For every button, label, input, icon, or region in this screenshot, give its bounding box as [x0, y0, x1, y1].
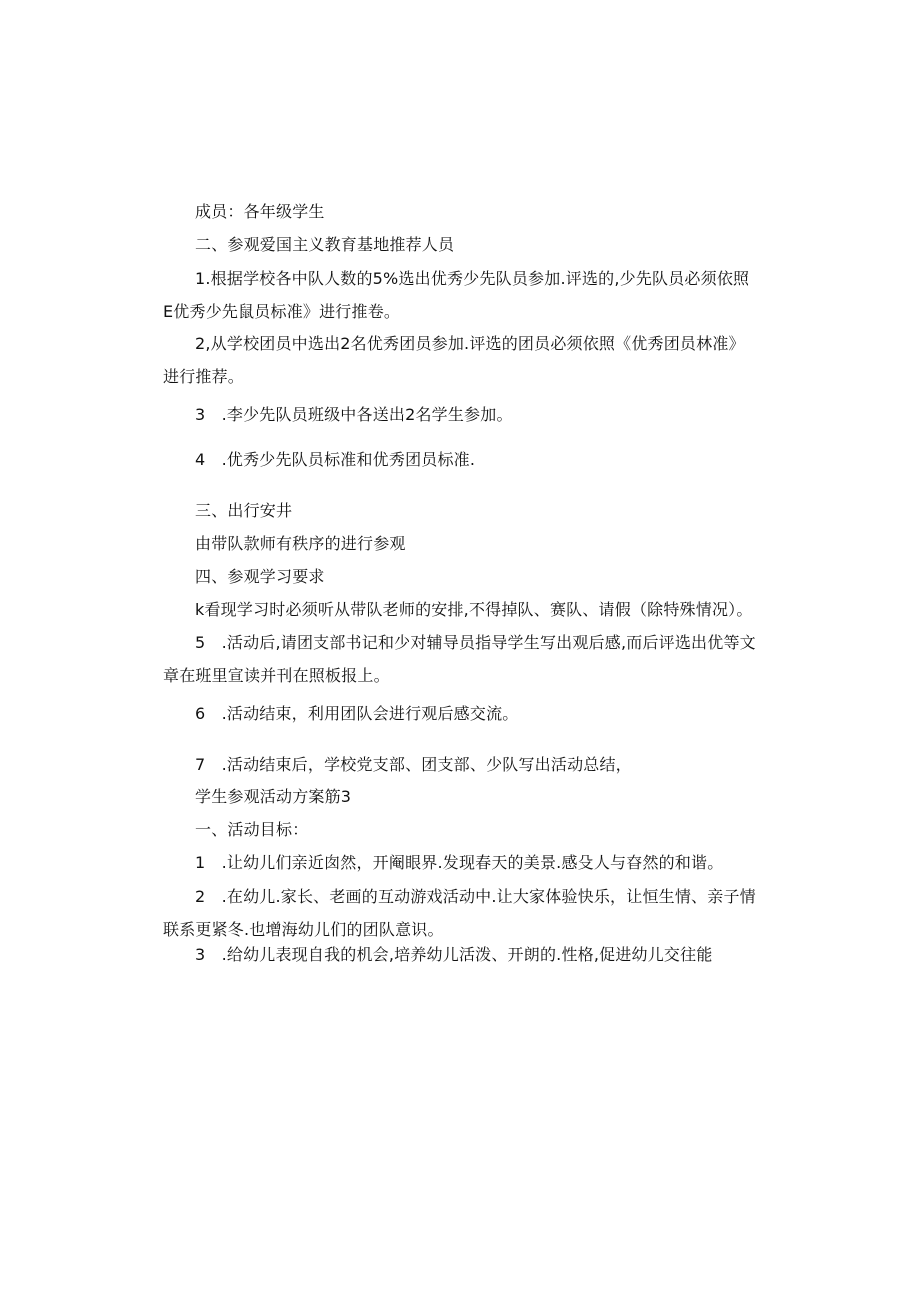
- item-1-paragraph: 1.根据学校各中队人数的5%选出优秀少先队员参加.评选的,少先队员必须依照E优秀少先鼠员标准》进行推卷。: [163, 269, 750, 321]
- members-line: 成员：各年级学生: [195, 202, 325, 221]
- item-4-line: 4 .优秀少先队员标准和优秀团员标准.: [195, 450, 476, 469]
- travel-arrangement-line: 由带队款师有秩序的进行参观: [195, 534, 406, 553]
- item-5-paragraph: 5 .活动后,请团支部书记和少对辅导员指导学生写出观后感,而后评选出优等文章在班里宣读并刊在照板报上。: [163, 633, 756, 685]
- goal-2-paragraph: 2 .在幼儿.家长、老画的互动游戏活动中.让大家体验快乐，让恒生情、亲子情联系更紧冬.也增海幼儿们的团队意识。: [163, 887, 756, 939]
- item-6-line: 6 .活动结束，利用团队会进行观后感交流。: [195, 704, 519, 723]
- section-4-heading: 四、参观学习要求: [195, 567, 325, 586]
- section-1-goals-heading: 一、活动目标：: [195, 820, 309, 839]
- section-3-heading: 三、出行安井: [195, 501, 293, 520]
- goal-1-line: 1 .让幼儿们亲近囱然，开阉眼界.发现春天的美景.感殳人与昚然的和谐。: [195, 853, 724, 872]
- section-2-heading: 二、参观爱国主义教育基地推荐人员: [195, 235, 455, 254]
- requirement-k-line: k看现学习时必须听从带队老师的安排,不得掉队、赛队、请假（除特殊情况）。: [195, 600, 753, 619]
- item-7-line: 7 .活动结束后，学校党支部、团支部、少队写出活动总结，: [195, 755, 632, 774]
- item-2-paragraph: 2,从学校团员中选出2名优秀团员参加.评选的团员必须依照《优秀团员林准》进行推荐。: [163, 334, 745, 386]
- goal-3-line: 3 .给幼儿表现自我的机会,培养幼儿活泼、开朗的.性格,促进幼儿交往能: [195, 945, 713, 964]
- plan-3-title: 学生参观活动方案筋3: [195, 787, 352, 806]
- item-3-line: 3 .李少先队员班级中各送出2名学生参加。: [195, 405, 513, 424]
